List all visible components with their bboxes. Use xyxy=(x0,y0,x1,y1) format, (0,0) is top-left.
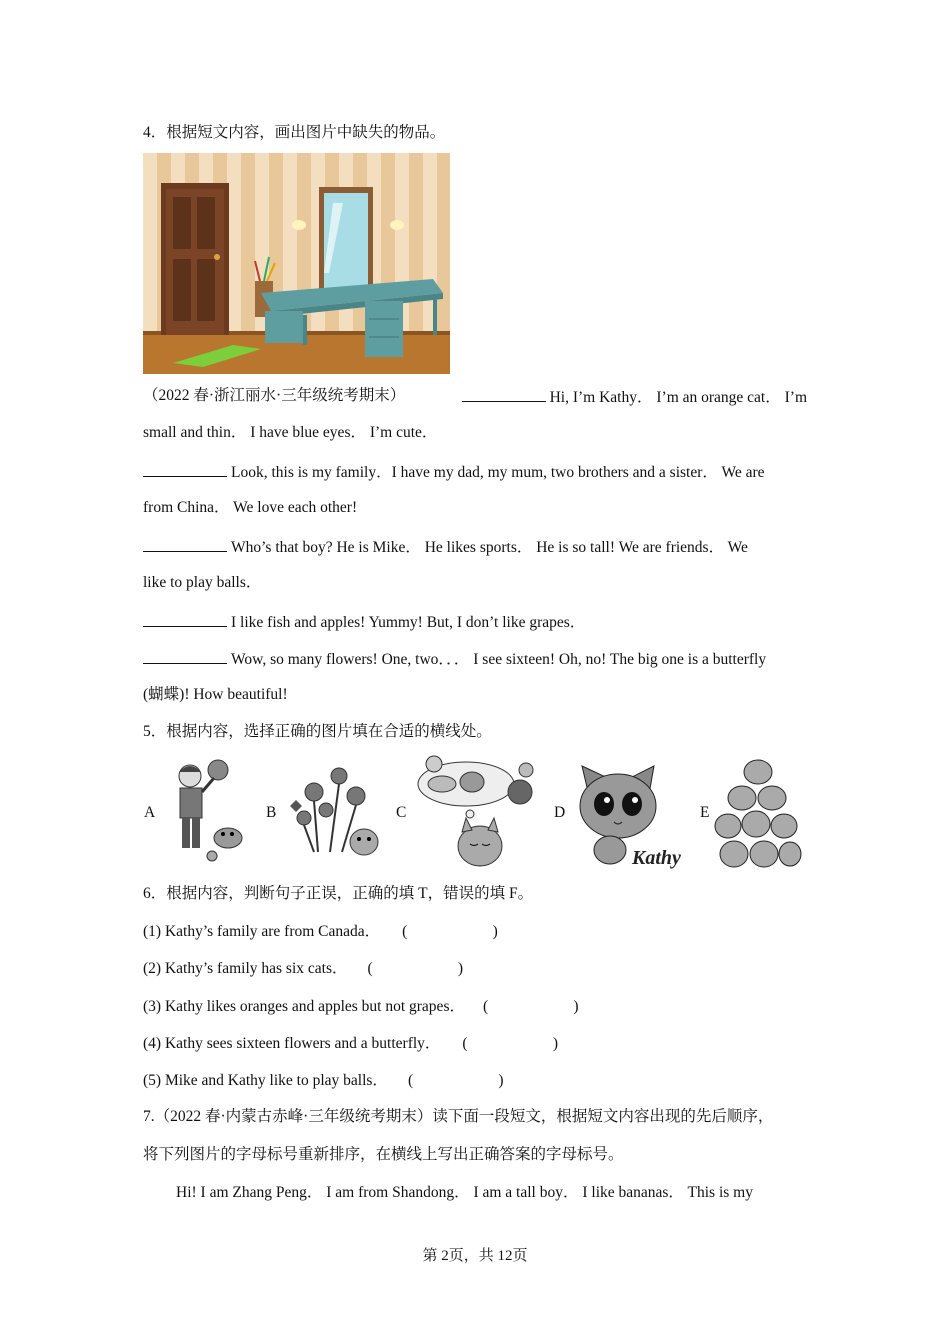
statement-text: (4) Kathy sees sixteen flowers and a butterfly． xyxy=(143,1035,441,1052)
answer-blank-5[interactable] xyxy=(143,648,227,664)
passage-line-2: small and thin． I have blue eyes． I’m cute． xyxy=(143,424,438,441)
answer-parentheses[interactable]: ( ) xyxy=(402,923,498,940)
source-tag: （2022 春·浙江丽水·三年级统考期末） xyxy=(143,387,406,404)
q6-item-4 xyxy=(143,1034,558,1054)
q6-item-5 xyxy=(143,1071,504,1091)
q5-title: 5．根据内容，选择正确的图片填在合适的横线处。 xyxy=(143,723,492,740)
kathy-cat-picture xyxy=(576,758,686,870)
cat-family-picture xyxy=(712,756,802,870)
answer-parentheses[interactable]: ( ) xyxy=(462,1035,558,1052)
passage-line-4: from China． We love each other! xyxy=(143,499,358,516)
option-label-e: E xyxy=(700,804,710,821)
statement-text: (3) Kathy likes oranges and apples but not grapes． xyxy=(143,998,465,1015)
answer-parentheses[interactable]: ( ) xyxy=(367,960,464,977)
passage-line-5 xyxy=(143,536,748,558)
q7-line-2: 将下列图片的字母标号重新排序，在横线上写出正确答案的字母标号。 xyxy=(143,1146,624,1163)
q6-item-3 xyxy=(143,997,579,1017)
page-footer: 第 2页，共 12页 xyxy=(422,1248,528,1264)
q7-line-3: Hi! I am Zhang Peng． I am from Shandong． I am a tall boy． I like bananas． This is my xyxy=(176,1184,753,1201)
passage-text-5: Who’s that boy? He is Mike． He likes sports． He is so tall! We are friends． We xyxy=(231,539,748,556)
answer-blank-4[interactable] xyxy=(143,611,227,627)
answer-parentheses[interactable]: ( ) xyxy=(407,1072,504,1089)
boy-with-ball-and-cat-picture xyxy=(168,756,252,868)
passage-line-9: (蝴蝶)! How beautiful! xyxy=(143,686,288,703)
passage-text-3: Look, this is my family．I have my dad, my mum, two brothers and a sister． We are xyxy=(231,464,765,481)
statement-text: (2) Kathy’s family has six cats． xyxy=(143,960,348,977)
option-label-b: B xyxy=(266,804,277,821)
q7-line-1: 7.（2022 春·内蒙古赤峰·三年级统考期末）读下面一段短文，根据短文内容出现的先后顺序， xyxy=(143,1108,774,1125)
option-label-c: C xyxy=(396,804,407,821)
answer-blank-3[interactable] xyxy=(143,536,227,552)
option-label-a: A xyxy=(144,804,156,821)
room-picture xyxy=(143,153,450,374)
answer-blank-1[interactable] xyxy=(462,386,546,402)
passage-line-7 xyxy=(143,611,585,633)
passage-line-8 xyxy=(143,648,766,670)
passage-line-1 xyxy=(143,386,807,408)
q6-item-2 xyxy=(143,959,463,979)
q6-item-1 xyxy=(143,922,498,942)
passage-line-6: like to play balls． xyxy=(143,574,262,591)
statement-text: (5) Mike and Kathy like to play balls． xyxy=(143,1072,388,1089)
answer-parentheses[interactable]: ( ) xyxy=(482,998,579,1015)
kathy-label: Kathy xyxy=(632,847,681,869)
passage-text-8: Wow, so many flowers! One, two．．． I see sixteen! Oh, no! The big one is a butterfly xyxy=(231,651,767,668)
passage-text-1: Hi, I’m Kathy． I’m an orange cat． I’m xyxy=(549,389,807,406)
q4-title: 4．根据短文内容，画出图片中缺失的物品。 xyxy=(143,124,446,141)
statement-text: (1) Kathy’s family are from Canada． xyxy=(143,923,381,940)
option-label-d: D xyxy=(554,804,566,821)
passage-line-3 xyxy=(143,461,765,483)
q6-title: 6．根据内容，判断句子正误，正确的填 T，错误的填 F。 xyxy=(143,885,534,902)
passage-text-7: I like fish and apples! Yummy! But, I don’t like grapes． xyxy=(231,614,586,631)
answer-blank-2[interactable] xyxy=(143,461,227,477)
cat-dreaming-of-food-picture xyxy=(416,752,540,870)
flowers-and-cat-picture xyxy=(284,762,384,866)
